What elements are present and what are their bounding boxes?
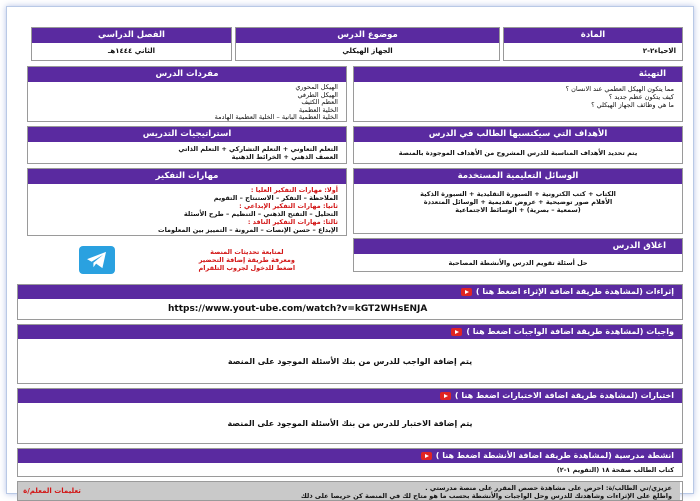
strategies-box bbox=[27, 126, 347, 164]
term-cell bbox=[31, 27, 232, 61]
left-column bbox=[27, 66, 347, 280]
homework-text: يتم إضافة الواجب للدرس من بنك الأسئلة الموجود على المنصة bbox=[227, 356, 473, 366]
telegram-promo[interactable] bbox=[27, 240, 347, 280]
enrichment-url[interactable]: https://www.yout-ube.com/watch?v=kGT2WHsENJA bbox=[168, 304, 428, 314]
intro-line: ما هي وظائف الجهاز الهيكلي ؟ bbox=[591, 101, 674, 109]
activities-text: كتاب الطالب صفحة ١٨ (التقويم ١-٢) bbox=[556, 465, 674, 474]
activities-title[interactable]: انشطة مدرسية (لمشاهدة طريقة اضافة الأنشطة اضغط هنا ) bbox=[435, 451, 674, 460]
activities-header[interactable] bbox=[18, 449, 682, 463]
tests-section bbox=[17, 388, 683, 444]
closing-text: حل أسئلة تقويم الدرس والأنشطة المصاحبة bbox=[448, 258, 588, 267]
activities-section bbox=[17, 448, 683, 477]
lesson-details-grid bbox=[17, 66, 683, 280]
intro-line: مما يتكون الهيكل العظمي عند الانسان ؟ bbox=[565, 85, 674, 93]
homework-title[interactable]: واجبات (لمشاهدة طريقة اضافة الواجبات اضغط هنا ) bbox=[466, 327, 674, 336]
vocab-item: الخلية العظمية bbox=[298, 105, 338, 114]
strategies-title: استراتيجيات التدريس bbox=[28, 127, 346, 142]
vocab-item: الهيكل الطرفي bbox=[297, 90, 338, 99]
thinking-body bbox=[28, 184, 346, 237]
enrichment-section bbox=[17, 284, 683, 320]
lesson-plan-page bbox=[6, 6, 694, 500]
youtube-icon[interactable] bbox=[461, 288, 472, 296]
topic-value: الجهاز الهيكلي bbox=[342, 47, 393, 55]
promo-line: لمتابعة تحديثات المنصة bbox=[210, 248, 284, 256]
closing-box bbox=[353, 238, 683, 272]
thinking-skills-box bbox=[27, 168, 347, 236]
homework-header[interactable] bbox=[18, 325, 682, 339]
tests-header[interactable] bbox=[18, 389, 682, 403]
aids-line: الأقلام صور توضيحية + عروض تقديمية + الوسائل المتعددة bbox=[423, 198, 613, 206]
instructions-label: تعليمات المعلم/ة bbox=[18, 482, 86, 500]
instructions-line: عزيزي/تي الطالب/ة: احرص على مشاهدة حصص المقرر على منصة مدرستي . bbox=[425, 484, 672, 492]
subject-label: المادة bbox=[504, 28, 682, 43]
topic-cell bbox=[235, 27, 500, 61]
term-value: الثاني ١٤٤٤هـ bbox=[107, 47, 155, 55]
enrichment-title[interactable]: إثراءات (لمشاهدة طريقة اضافة الإثراء اضغط هنا ) bbox=[475, 287, 674, 296]
telegram-promo-text[interactable] bbox=[199, 248, 296, 272]
right-column bbox=[353, 66, 683, 280]
creative-thinking-text: التحليل – التفتح الذهني – التنظيم – طرح الأسئلة bbox=[183, 210, 338, 218]
critical-thinking-text: الإبداع – حسن الإنصات – المرونة – التمييز بين المعلومات bbox=[158, 226, 338, 234]
strategies-body bbox=[28, 142, 346, 164]
thinking-title: مهارات التفكير bbox=[28, 169, 346, 184]
youtube-icon[interactable] bbox=[440, 392, 451, 400]
intro-box bbox=[353, 66, 683, 122]
critical-thinking-title: ثالثا: مهارات التفكير الناقد : bbox=[247, 218, 338, 226]
subject-value: الاحياء٢-٢ bbox=[642, 47, 676, 55]
youtube-icon[interactable] bbox=[451, 328, 462, 336]
vocab-box bbox=[27, 66, 347, 122]
goals-title: الأهداف التي سيكتسبها الطالب في الدرس bbox=[354, 127, 682, 142]
vocab-item: الخلية العظمية البانية – الخلية العظمية الهادمة bbox=[214, 113, 338, 121]
tests-title[interactable]: اختبارات (لمشاهدة طريقة اضافة الاختبارات اضغط هنا ) bbox=[454, 391, 674, 400]
vocab-item: الهيكل المحوري bbox=[295, 83, 338, 91]
teacher-instructions bbox=[17, 481, 683, 501]
promo-line: ومعرفة طريقة إضافة التحضير bbox=[198, 256, 295, 264]
vocab-body bbox=[28, 82, 346, 125]
vocab-item: العظم الكثيف bbox=[301, 98, 338, 106]
subject-cell bbox=[503, 27, 683, 61]
tests-text: يتم إضافة الاختبار للدرس من بنك الأسئلة الموجود على المنصة bbox=[227, 418, 473, 428]
aids-line: الكتاب + كتب الكترونية + السبورة التقليدية + السبورة الذكية bbox=[420, 190, 616, 198]
closing-title: اغلاق الدرس bbox=[354, 239, 682, 254]
term-label: الفصل الدراسي bbox=[32, 28, 231, 43]
topic-label: موضوع الدرس bbox=[236, 28, 499, 43]
promo-line: اضغط للدخول لجروب التلقرام bbox=[198, 264, 296, 272]
instructions-text bbox=[86, 482, 680, 500]
creative-thinking-title: ثانيا: مهارات التفكير الإبداعي : bbox=[239, 202, 338, 210]
telegram-icon[interactable] bbox=[79, 246, 115, 274]
goals-box bbox=[353, 126, 683, 164]
enrichment-header[interactable] bbox=[18, 285, 682, 299]
intro-title: التهيئة bbox=[354, 67, 682, 82]
instructions-line: واطلع على الإثراءات وشاهدتك للدرس وحل الواجبات والأنشطة بحسب ما هو متاح لك في المنصة كن حريصا على ذلك bbox=[300, 492, 672, 500]
goals-text: يتم تحديد الأهداف المناسبة للدرس المشروح من الأهداف الموجودة بالمنصة bbox=[398, 148, 638, 157]
higher-thinking-title: أولا: مهارات التفكير العليا : bbox=[250, 186, 338, 194]
vocab-title: مفردات الدرس bbox=[28, 67, 346, 82]
strategies-line: التعلم التعاوني + التعلم التشاركي + التعلم الذاتي bbox=[178, 145, 338, 153]
intro-body bbox=[354, 82, 682, 121]
homework-section bbox=[17, 324, 683, 384]
aids-line: (سمعية – بصرية) + الوسائط الاجتماعية bbox=[455, 206, 581, 214]
intro-line: كيف يتكون عظم جديد ؟ bbox=[608, 93, 674, 101]
youtube-icon[interactable] bbox=[421, 452, 432, 460]
higher-thinking-text: الملاحظة – التفكر – الاستنتاج – التقويم bbox=[213, 194, 338, 202]
aids-body bbox=[354, 184, 682, 233]
aids-box bbox=[353, 168, 683, 234]
strategies-line: العصف الذهني + الخرائط الذهنية bbox=[231, 153, 338, 161]
aids-title: الوسائل التعليمية المستخدمة bbox=[354, 169, 682, 184]
lesson-info-table bbox=[17, 27, 683, 61]
